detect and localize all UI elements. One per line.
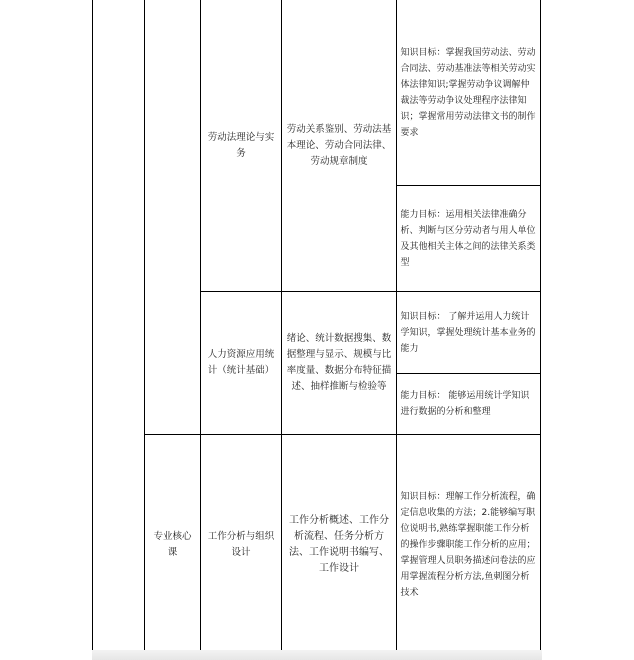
ability-goal: 能力目标：运用相关法律准确分析、判断与区分劳动者与用人单位及其他相关主体之间的法律关系类型 [400, 209, 536, 268]
course-cell [202, 292, 280, 434]
course-name: 人力资源应用统计（统计基础） [207, 349, 275, 376]
knowledge-goal: 知识目标：理解工作分析流程，确定信息收集的方法；2.能够编写职位说明书,熟练掌握职能工作分析的操作步骤职能工作分析的应用；掌握管理人员职务描述问卷法的应用掌握流程分析方法,鱼刺图分析技术 [400, 491, 536, 598]
ability-goal: 能力目标： 能够运用统计学知识进行数据的分析和整理 [400, 391, 530, 417]
column-divider [281, 0, 282, 660]
course-name: 劳动法理论与实务 [207, 131, 275, 159]
course-cell [202, 435, 280, 654]
course-category: 专业核心课 [153, 530, 192, 558]
knowledge-goal: 知识目标： 了解并运用人力统计学知识，掌握处理统计基本业务的能力 [400, 311, 536, 354]
column-divider [144, 0, 145, 660]
knowledge-goal-cell [398, 292, 539, 373]
knowledge-goal-cell [398, 0, 539, 185]
column-divider [396, 0, 397, 660]
content-cell [283, 435, 395, 654]
course-name: 工作分析与组织设计 [207, 530, 275, 558]
page-bottom-edge [92, 650, 542, 660]
ability-goal-cell [398, 374, 539, 434]
course-content: 绪论、统计数据搜集、数据整理与显示、规模与比率度量、数据分布特征描述、抽样推断与检验等 [286, 333, 392, 392]
table-border-left [92, 0, 93, 660]
knowledge-goal-cell [398, 435, 539, 654]
category-cell [146, 435, 199, 654]
ability-goal-cell [398, 186, 539, 291]
course-content: 工作分析概述、工作分析流程、任务分析方法、工作说明书编写、工作设计 [289, 514, 389, 574]
course-content: 劳动关系鉴别、劳动法基本理论、劳动合同法律、劳动规章制度 [286, 123, 392, 167]
content-cell [283, 292, 395, 434]
column-divider [200, 0, 201, 660]
table-border-right [540, 0, 541, 660]
content-cell [283, 0, 395, 291]
course-cell [202, 0, 280, 291]
knowledge-goal: 知识目标：掌握我国劳动法、劳动合同法、劳动基准法等相关劳动实体法律知识;掌握劳动争议调解仲裁法等劳动争议处理程序法律知识；掌握常用劳动法律文书的制作要求 [400, 47, 536, 138]
